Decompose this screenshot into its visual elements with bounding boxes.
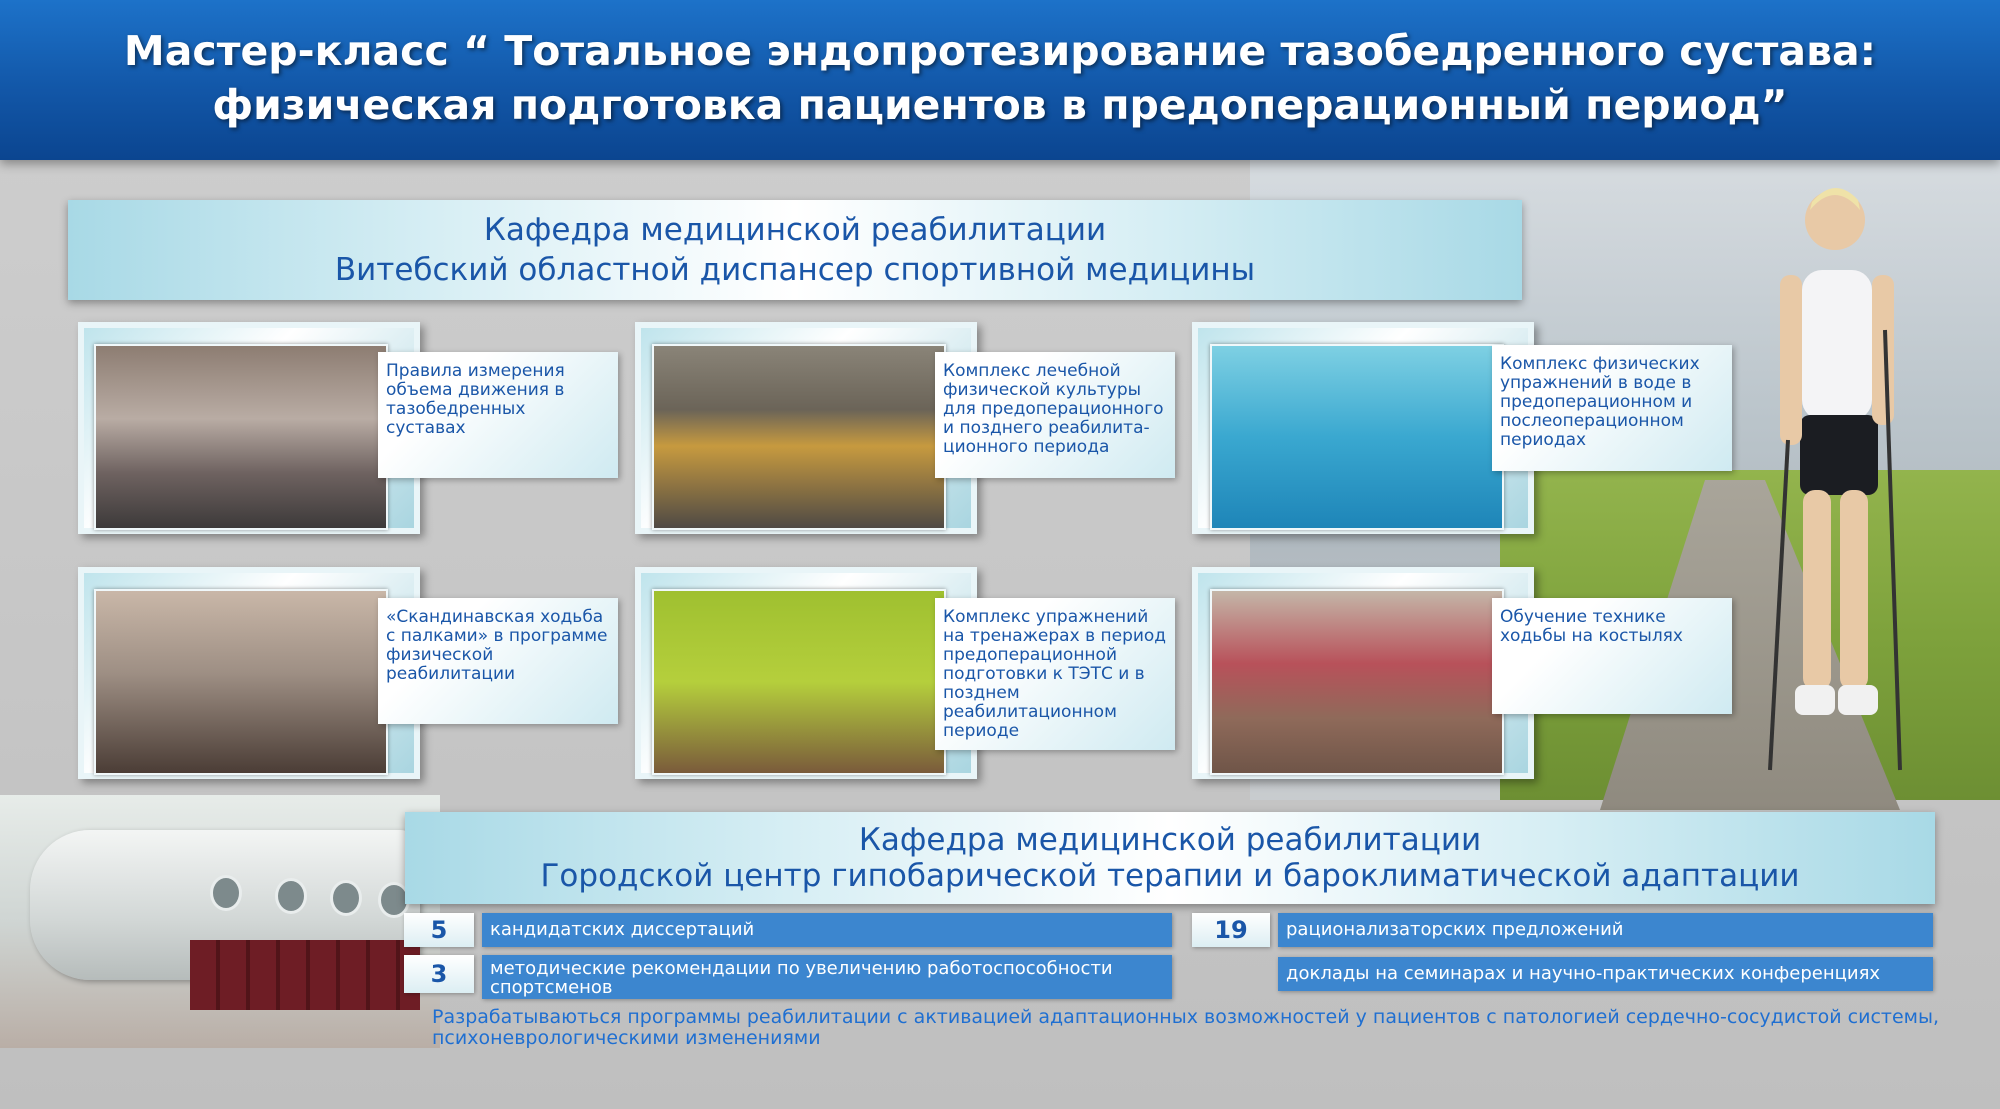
photo-pool-exercises xyxy=(1210,344,1504,530)
stat-label: кандидатских диссертаций xyxy=(482,913,1172,947)
program-note: Разрабатываються программы реабилитации с активацией адаптационных возможностей у пациентов с патологией сердечно-сосудистой системы, психоневрологическими изменениями xyxy=(432,1006,1940,1049)
banner-top-line-1: Кафедра медицинской реабилитации xyxy=(483,212,1107,248)
stat-number: 5 xyxy=(404,913,474,947)
chamber-porthole xyxy=(210,875,242,911)
page-title xyxy=(0,24,2000,132)
caption-4: «Скандинавская ходьба с палками» в программе физической реабилитации xyxy=(378,598,618,724)
chamber-porthole xyxy=(330,880,362,916)
stat-label: методические рекомендации по увеличению работоспособности спортсменов xyxy=(482,955,1172,999)
title-line-2: физическая подготовка пациентов в предоперационный период” xyxy=(212,81,1788,129)
caption-6: Обучение технике ходьбы на костылях xyxy=(1492,598,1732,714)
caption-2: Комплекс лечебной физической культуры для предоперационного и позднего реабилита-ционного периода xyxy=(935,352,1175,478)
chamber-seats xyxy=(190,940,420,1010)
department-banner-top xyxy=(68,200,1522,300)
photo-hip-measurement xyxy=(94,344,388,530)
photo-crutch-walking xyxy=(1210,589,1504,775)
caption-5: Комплекс упражнений на тренажерах в период предоперационной подготовки к ТЭТС и в позднем реабилитационном периоде xyxy=(935,598,1175,750)
banner-top-line-2: Витебский областной диспансер спортивной медицины xyxy=(334,252,1256,288)
title-line-1: Мастер-класс “ Тотальное эндопротезирование тазобедренного сустава: xyxy=(123,27,1877,75)
department-banner-bottom xyxy=(405,812,1935,904)
header xyxy=(0,0,2000,160)
photo-training-machine xyxy=(652,589,946,775)
photo-nordic-walking-program xyxy=(94,589,388,775)
stat-label: доклады на семинарах и научно-практических конференциях xyxy=(1278,957,1933,991)
stat-number: 3 xyxy=(404,955,474,993)
banner-bottom-line-2: Городской центр гипобарической терапии и бароклиматической адаптации xyxy=(540,858,1800,894)
stat-number: 19 xyxy=(1192,913,1270,947)
nordic-walking-woman-image xyxy=(1740,180,1920,790)
banner-bottom-line-1: Кафедра медицинской реабилитации xyxy=(858,822,1482,858)
chamber-porthole xyxy=(275,878,307,914)
caption-1: Правила измерения объема движения в тазобедренных суставах xyxy=(378,352,618,478)
photo-exercise-mats xyxy=(652,344,946,530)
stat-label: рационализаторских предложений xyxy=(1278,913,1933,947)
caption-3: Комплекс физических упражнений в воде в предоперационном и послеоперационном периодах xyxy=(1492,345,1732,471)
